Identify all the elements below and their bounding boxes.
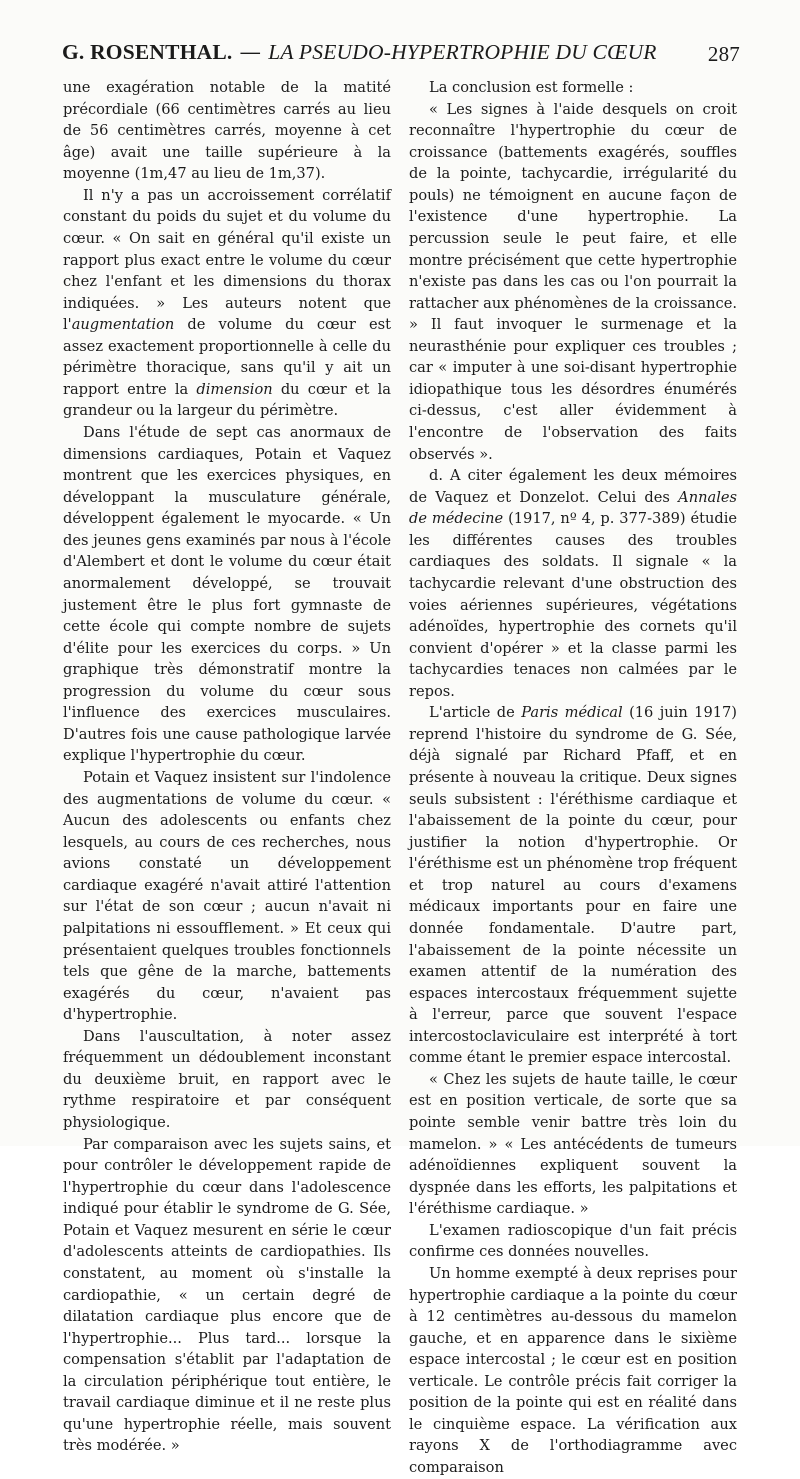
paragraph: Par comparaison avec les sujets sains, et pour contrôler le développement rapide de l'hypertrophie du cœur dans l'adolescence indiqué pour établir le syndrome de G. Sée, Potain et Vaquez mesurent en série le cœur d'adolescents atteints de cardiopathies. Ils constatent, au moment où s'installe la cardiopathie, « un certain degré de dilatation cardiaque plus encore que de l'hypertrophie... Plus tard... lorsque la compensation s'établit par l'adaptation de la circulation périphérique tout entière, le travail cardiaque diminue et il ne reste plus qu'une hypertrophie réelle, mais souvent très modérée. »: [63, 1135, 391, 1455]
paragraph: Il n'y a pas un accroissement corrélatif constant du poids du sujet et du volume du cœur. « On sait en général qu'il existe un rapport plus exact entre le volume du cœur chez l'enfant et les dimensions du thorax indiquées. » Les auteurs notent que l'augmentation de volume du cœur est assez exactement proportionnelle à celle du périmètre thoracique, sans qu'il y ait un rapport entre la dimension du cœur et la grandeur ou la largeur du périmètre.: [63, 186, 391, 420]
paragraph: Un homme exempté à deux reprises pour hypertrophie cardiaque a la pointe du cœur à 12 centimètres au-dessous du mamelon gauche, et en apparence dans le sixième espace intercostal ; le cœur est en position verticale. Le contrôle précis fait corriger la position de la pointe qui est en réalité dans le cinquième espace. La vérification aux rayons X de l'orthodiagramme avec comparaison: [409, 1264, 737, 1476]
left-column: [63, 77, 391, 1457]
paragraph: L'examen radioscopique d'un fait précis confirme ces données nouvelles.: [409, 1221, 737, 1261]
right-column: [409, 77, 737, 1479]
paragraph: « Chez les sujets de haute taille, le cœur est en position verticale, de sorte que sa pointe semble venir battre très loin du mamelon. » « Les antécédents de tumeurs adénoïdiennes expliquent souvent la dyspnée dans les efforts, les palpitations et l'éréthisme cardiaque. »: [409, 1070, 737, 1218]
paragraph: Potain et Vaquez insistent sur l'indolence des augmentations de volume du cœur. « Aucun des adolescents ou enfants chez lesquels, au cours de ces recherches, nous avions constaté un développement cardiaque exagéré n'avait attiré l'attention sur l'état de son cœur ; aucun n'avait ni palpitations ni essoufflement. » Et ceux qui présentaient quelques troubles fonctionnels tels que gêne de la marche, battements exagérés du cœur, n'avaient pas d'hypertrophie.: [63, 769, 391, 1024]
header-separator: —: [232, 40, 269, 65]
paragraph: L'article de Paris médical (16 juin 1917) reprend l'histoire du syndrome de G. Sée, déjà signalé par Richard Pfaff, et en présente à nouveau la critique. Deux signes seuls subsistent : l'éréthisme cardiaque et l'abaissement de la pointe du cœur, pour justifier la notion d'hypertrophie. Or l'éréthisme est un phénomène trop fréquent et trop naturel au cours d'examens médicaux importants pour en faire une donnée fondamentale. D'autre part, l'abaissement de la pointe nécessite un examen attentif de la numération des espaces intercostaux fréquemment sujette à l'erreur, parce que souvent l'espace intercostoclaviculaire est interprété à tort comme étant le premier espace intercostal.: [409, 704, 737, 1067]
paragraph: d. A citer également les deux mémoires de Vaquez et Donzelot. Celui des Annales de médecine (1917, nº 4, p. 377-389) étudie les différentes causes des troubles cardiaques des soldats. Il signale « la tachycardie relevant d'une obstruction des voies aériennes supérieures, végétations adénoïdes, hypertrophie des cornets qu'il convient d'opérer » et la classe parmi les tachycardies tenaces non calmées par le repos.: [409, 467, 738, 700]
paragraph: La conclusion est formelle :: [429, 79, 634, 96]
header-author: G. ROSENTHAL.: [62, 40, 233, 64]
paragraph: « Les signes à l'aide desquels on croit reconnaître l'hypertrophie du cœur de croissance (battements exagérés, souffles de la pointe, tachycardie, irrégularité du pouls) ne témoignent en aucune façon de l'existence d'une hypertrophie. La percussion seule le peut faire, et elle montre précisément que cette hypertrophie n'existe pas dans les cas ou l'on pourrait la rattacher aux phénomènes de la croissance. » Il faut invoquer le surmenage et la neurasthénie pour expliquer ces troubles ; car « imputer à une soi-disant hypertrophie idiopathique tous les désordres énumérés ci-dessus, c'est aller évidemment à l'encontre de l'observation des faits observés ».: [409, 100, 737, 463]
paragraph: Dans l'étude de sept cas anormaux de dimensions cardiaques, Potain et Vaquez montrent que les exercices physiques, en développant la musculature générale, développent également le myocarde. « Un des jeunes gens examinés par nous à l'école d'Alembert et dont le volume du cœur était anormalement développé, se trouvait justement être le plus fort gymnaste de cette école qui compte nombre de sujets d'élite pour les exercices du corps. » Un graphique très démonstratif montre la progression du volume du cœur sous l'influence des exercices musculaires. D'autres fois une cause pathologique larvée explique l'hypertrophie du cœur.: [63, 424, 391, 765]
paragraph: Dans l'auscultation, à noter assez fréquemment un dédoublement inconstant du deuxième bruit, en rapport avec le rythme respiratoire et par conséquent physiologique.: [63, 1027, 391, 1131]
page-number: 287: [707, 42, 740, 66]
header-title: LA PSEUDO-HYPERTROPHIE DU CŒUR: [268, 40, 657, 64]
running-header: [62, 40, 740, 65]
paragraph: une exagération notable de la matité précordiale (66 centimètres carrés au lieu de 56 centimètres carrés, moyenne à cet âge) avait une taille supérieure à la moyenne (1m,47 au lieu de 1m,37).: [63, 79, 391, 183]
